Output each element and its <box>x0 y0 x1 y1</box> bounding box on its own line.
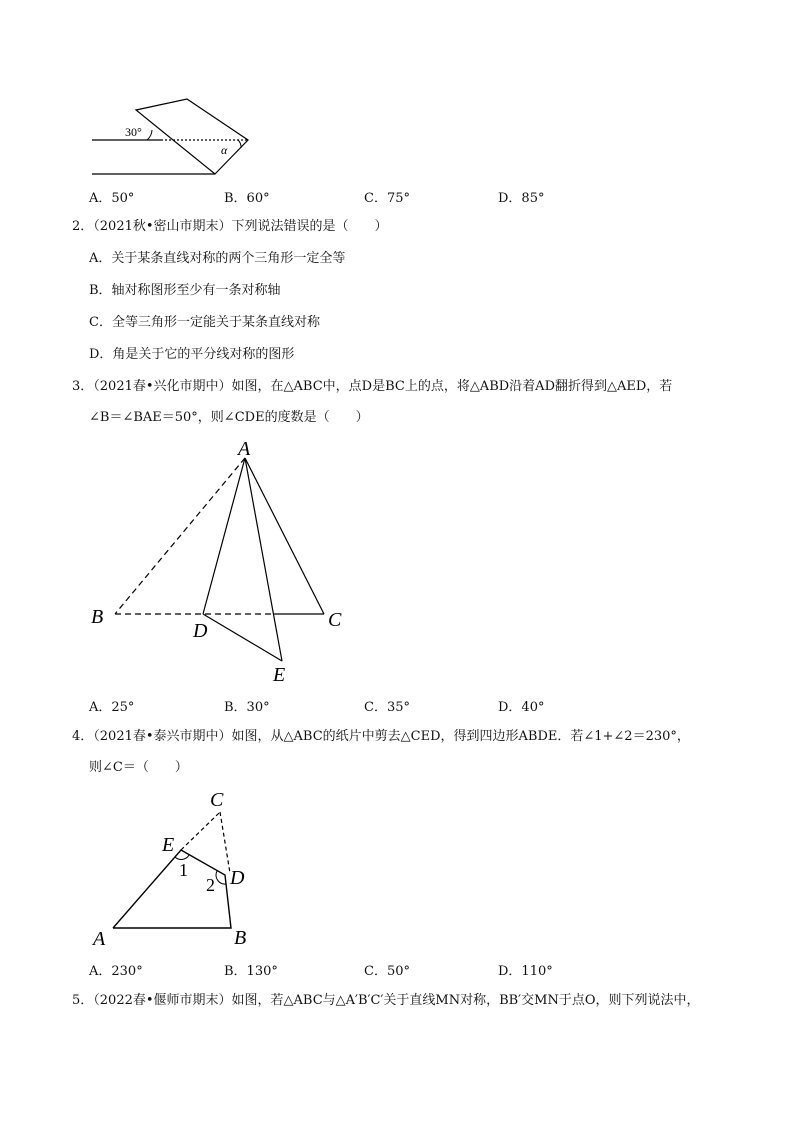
q3-label-c: C <box>328 609 342 631</box>
q1-angle-30-label: 30° <box>125 125 142 139</box>
q1-option-d: D．85° <box>498 191 545 206</box>
q2-choice-c: C．全等三角形一定能关于某条直线对称 <box>89 315 320 330</box>
q1-option-c: C．75° <box>364 191 410 206</box>
q4-stem-line2: 则∠C＝（ ） <box>89 760 188 775</box>
q4-figure <box>85 785 265 955</box>
q4-label-c: C <box>210 789 224 811</box>
q1-option-b: B．60° <box>224 191 270 206</box>
q2-choice-d: D．角是关于它的平分线对称的图形 <box>89 347 295 362</box>
q3-stem-line2: ∠B＝∠BAE＝50°，则∠CDE的度数是（ ） <box>89 410 369 425</box>
q1-option-a: A．50° <box>89 191 135 206</box>
q3-label-e: E <box>273 664 286 686</box>
q3-option-a: A．25° <box>89 700 135 715</box>
q1-figure <box>85 92 265 182</box>
q3-option-b: B．30° <box>224 700 270 715</box>
q4-label-d: D <box>230 867 245 889</box>
q4-option-a: A．230° <box>89 964 143 979</box>
q1-alpha-label: α <box>221 143 228 157</box>
q4-stem-line1: 4．（2021春•泰兴市期中）如图，从△ABC的纸片中剪去△CED，得到四边形ABDE．若∠1+∠2＝230°， <box>72 729 690 744</box>
q4-option-b: B．130° <box>224 964 278 979</box>
q3-label-d: D <box>193 620 208 642</box>
q2-stem: 2．（2021秋•密山市期末）下列说法错误的是（ ） <box>72 219 388 234</box>
q2-choice-a: A．关于某条直线对称的两个三角形一定全等 <box>89 251 346 266</box>
q2-choice-b: B．轴对称图形至少有一条对称轴 <box>89 283 281 298</box>
q3-option-c: C．35° <box>364 700 410 715</box>
q4-label-b: B <box>234 927 247 949</box>
q3-label-b: B <box>91 606 104 628</box>
q4-option-c: C．50° <box>364 964 410 979</box>
q3-option-d: D．40° <box>498 700 545 715</box>
q4-label-a: A <box>93 928 106 950</box>
q3-label-a: A <box>238 438 251 460</box>
q4-label-e: E <box>162 834 175 856</box>
q4-angle-2-label: 2 <box>206 875 215 895</box>
q4-option-d: D．110° <box>498 964 553 979</box>
q4-angle-1-label: 1 <box>179 860 188 880</box>
q5-stem: 5．（2022春•偃师市期末）如图，若△ABC与△A′B′C′关于直线MN对称，BB′交MN于点O，则下列说法中， <box>72 993 700 1008</box>
q3-figure <box>85 435 365 690</box>
q3-stem-line1: 3．（2021春•兴化市期中）如图，在△ABC中，点D是BC上的点，将△ABD沿着AD翻折得到△AED，若 <box>72 379 673 394</box>
